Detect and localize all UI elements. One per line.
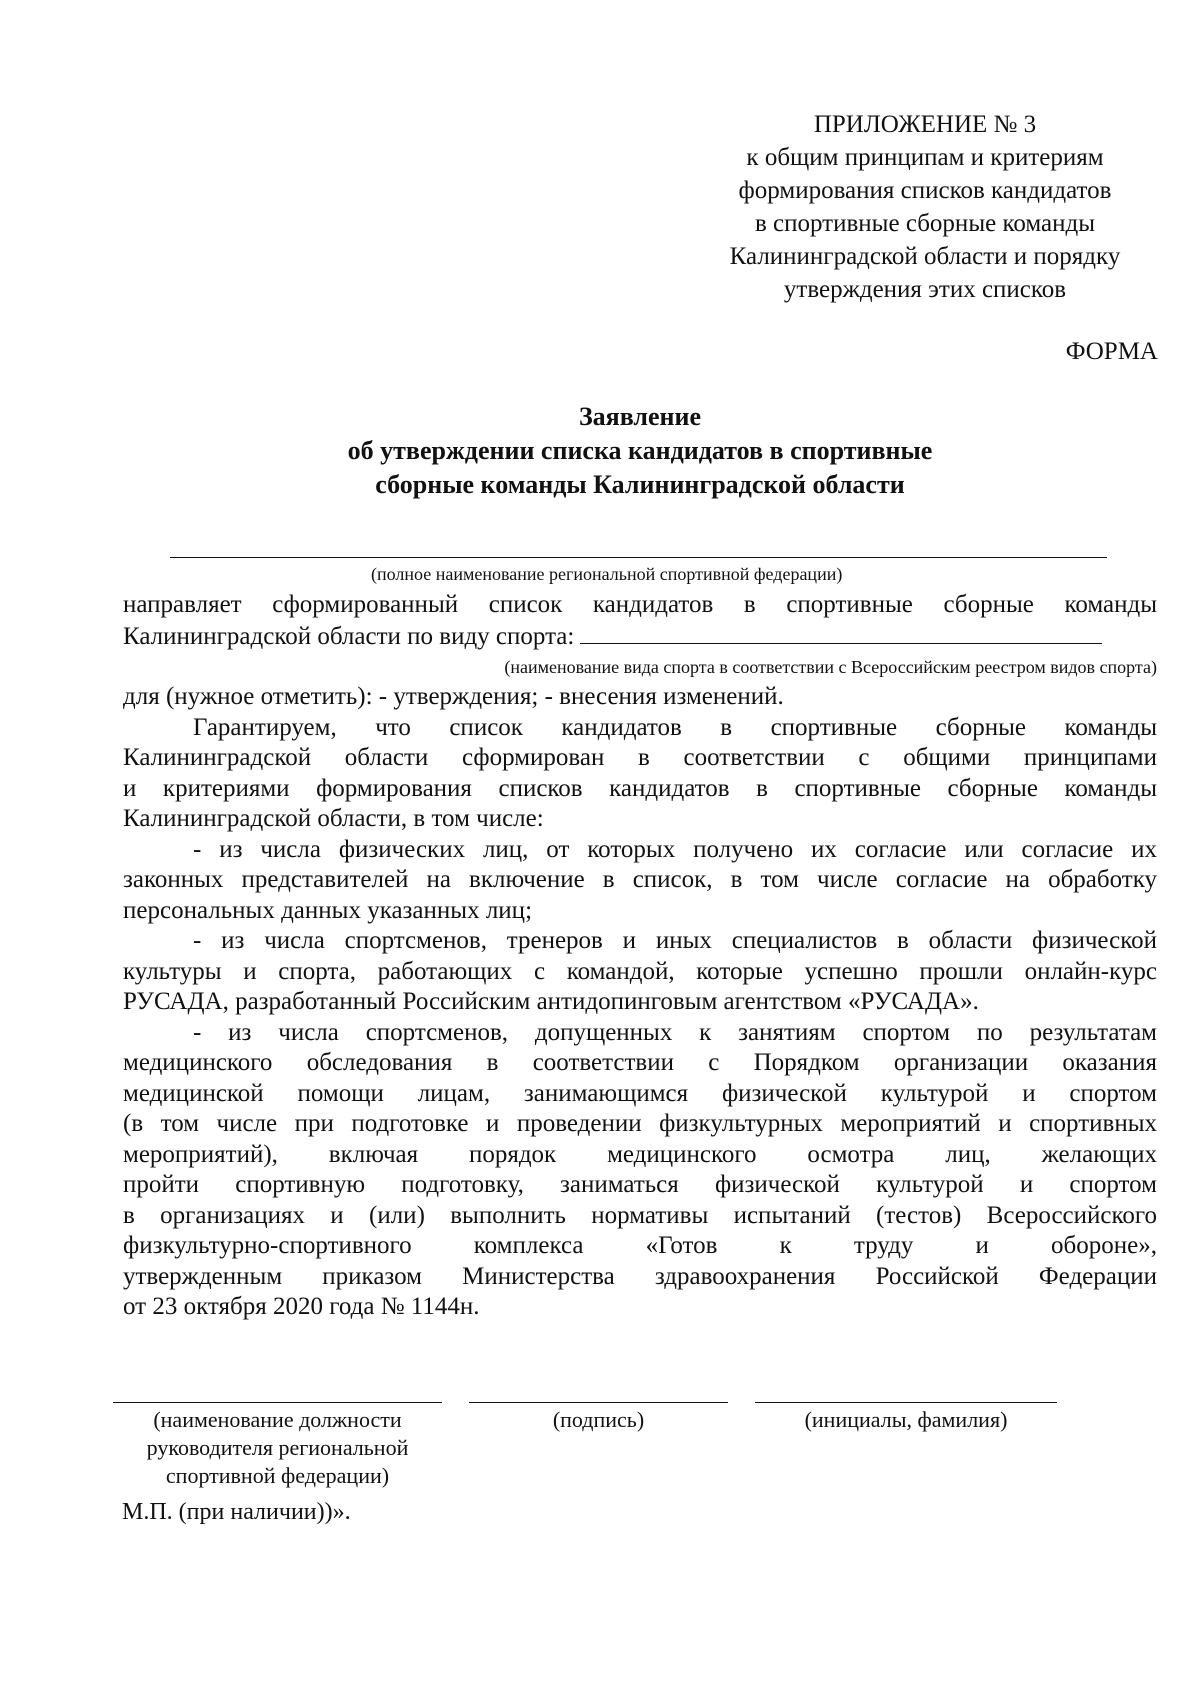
body-line: Калининградской области по виду спорта: — [123, 622, 575, 650]
appendix-header — [690, 108, 1160, 306]
signature-field-line[interactable] — [469, 1402, 728, 1403]
stamp-note: М.П. (при наличии))». — [122, 1499, 351, 1525]
appendix-line: ПРИЛОЖЕНИЕ № 3 — [813, 111, 1037, 138]
check-options-line: для (нужное отметить): - утверждения; - внесения изменений. — [123, 683, 784, 710]
federation-name-field-line[interactable] — [170, 557, 1107, 558]
position-field-line[interactable] — [113, 1402, 442, 1403]
body-line: - из числа спортсменов, тренеров и иных специалистов в области физической — [193, 927, 1157, 954]
appendix-line: формирования списков кандидатов — [738, 177, 1112, 204]
body-line: Калининградской области сформирован в соответствии с общими принципами — [123, 744, 1157, 771]
sport-name-field-line[interactable] — [580, 621, 1102, 644]
appendix-line: Калининградской области и порядку — [729, 243, 1121, 270]
body-line: пройти спортивную подготовку, заниматься физической культурой и спортом — [123, 1171, 1157, 1198]
body-line: медицинской помощи лицам, занимающимся физической культурой и спортом — [123, 1079, 1157, 1107]
body-line: и критериями формирования списков кандидатов в спортивные сборные команды — [123, 774, 1157, 802]
body-line: Калининградской области, в том числе: — [123, 805, 544, 832]
signature-caption: (подпись) — [552, 1407, 645, 1432]
body-line: законных представителей на включение в список, в том числе согласие на обработку — [123, 866, 1157, 893]
federation-name-hint: (полное наименование региональной спортивной федерации) — [371, 564, 843, 584]
title-line: сборные команды Калининградской области — [375, 470, 905, 499]
body-line: РУСАДА, разработанный Российским антидопинговым агентством «РУСАДА». — [123, 988, 979, 1015]
body-line: культуры и спорта, работающих с командой, которые успешно прошли онлайн-курс — [123, 957, 1157, 985]
body-line: от 23 октября 2020 года № 1144н. — [123, 1293, 480, 1320]
appendix-line: утверждения этих списков — [783, 276, 1067, 303]
body-line: - из числа спортсменов, допущенных к занятиям спортом по результатам — [193, 1018, 1157, 1046]
position-caption — [113, 1406, 442, 1490]
body-line: утвержденным приказом Министерства здравоохранения Российской Федерации — [123, 1262, 1157, 1290]
appendix-line: к общим принципам и критериям — [746, 144, 1104, 171]
body-line: медицинского обследования в соответствии с Порядком организации оказания — [123, 1049, 1157, 1076]
name-caption: (инициалы, фамилия) — [804, 1407, 1008, 1432]
position-caption-line: (наименование должности — [153, 1407, 402, 1432]
sport-line-row — [123, 621, 1157, 653]
body-line: направляет сформированный список кандидатов в спортивные сборные команды — [123, 591, 1157, 618]
body-line: в организациях и (или) выполнить нормативы испытаний (тестов) Всероссийского — [123, 1201, 1157, 1229]
document-title — [130, 400, 1150, 502]
body-line: физкультурно-спортивного комплекса «Готов к труду и обороне», — [123, 1232, 1157, 1259]
position-caption-line: руководителя региональной — [146, 1435, 409, 1460]
name-field-line[interactable] — [755, 1402, 1057, 1403]
form-label: ФОРМА — [1065, 338, 1158, 365]
title-line: Заявление — [578, 402, 702, 431]
document-body — [123, 590, 1157, 1323]
position-caption-line: спортивной федерации) — [165, 1463, 390, 1488]
title-line: об утверждении списка кандидатов в спортивные — [347, 436, 933, 465]
body-line: персональных данных указанных лиц; — [123, 896, 533, 924]
body-line: мероприятий), включая порядок медицинского осмотра лиц, желающих — [123, 1140, 1157, 1168]
sport-name-hint: (наименование вида спорта в соответствии с Всероссийским реестром видов спорта) — [504, 657, 1157, 677]
body-line: (в том числе при подготовке и проведении физкультурных мероприятий и спортивных — [123, 1110, 1157, 1137]
body-line: - из числа физических лиц, от которых получено их согласие или согласие их — [193, 835, 1157, 863]
appendix-line: в спортивные сборные команды — [754, 210, 1095, 237]
body-line: Гарантируем, что список кандидатов в спортивные сборные команды — [193, 713, 1157, 741]
